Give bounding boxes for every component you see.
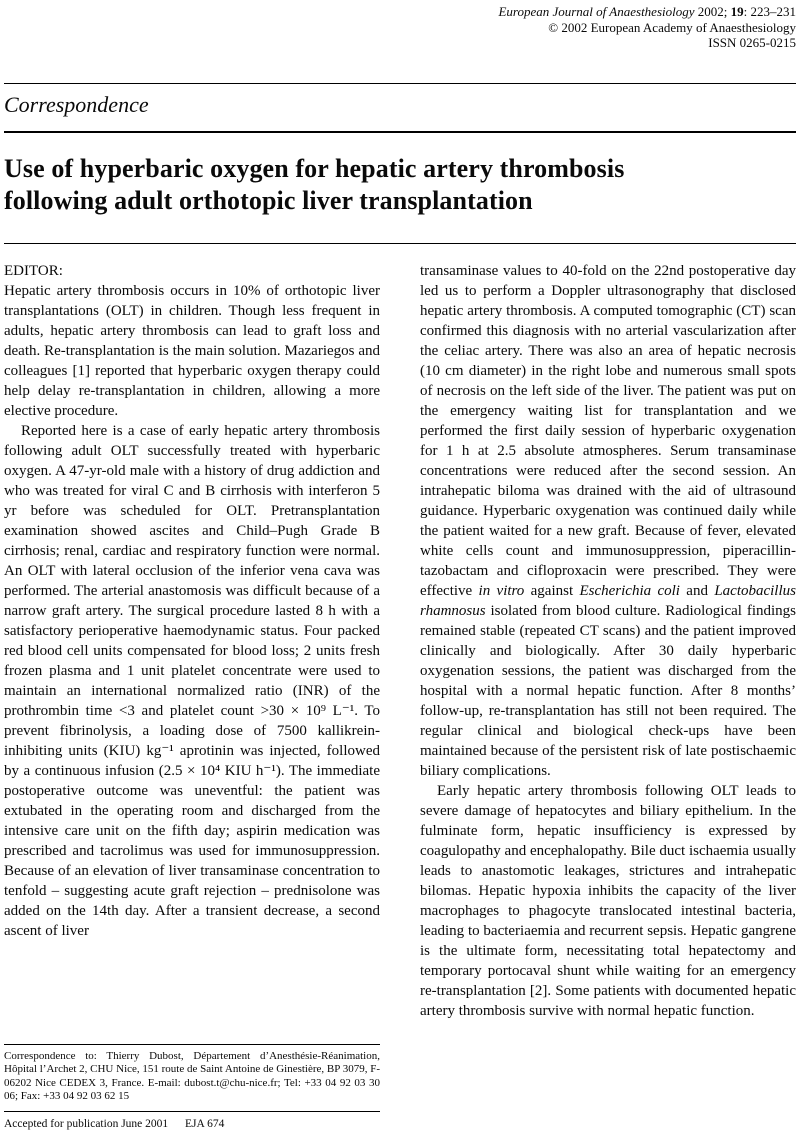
copyright-line: © 2002 European Academy of Anaesthesiology (548, 19, 796, 35)
issn-line: ISSN 0265-0215 (708, 35, 796, 50)
footnote-divider (4, 1044, 380, 1045)
right-column-text (420, 261, 796, 1135)
journal-year: 2002; (694, 4, 731, 19)
species-name: Lactobacillus rhamnosus (420, 582, 796, 619)
text-run: Early hepatic artery thrombosis following OLT leads to severe damage of hepatocytes and biliary epithelium. In the fulminate form, hepatic insufficiency is expressed by coagulopathy and encephalopathy. Bile duct ischaemia usually leads to anastomotic leakages, strictures and intrahepatic bilomas. Hepatic hypoxia inhibits the capacity of the liver macrophages to phagocyte translocated intestinal bacteria, leading to bacteriaemia and recurrent sepsis. Hepatic gangrene is the ultimate form, necessitating total hepatectomy and temporary portocaval shunt while waiting for an emergency re-transplantation [2]. Some patients with documented hepatic artery thrombosis survive with normal hepatic function. (420, 782, 796, 1019)
right-column (420, 261, 796, 1135)
section-heading: Correspondence (4, 91, 149, 117)
article-body (4, 261, 796, 1135)
accepted-divider (4, 1111, 380, 1112)
section-divider (4, 131, 796, 133)
text-run: and (679, 582, 715, 599)
journal-volume: 19 (730, 4, 744, 19)
paragraph-2-continued (420, 261, 796, 781)
top-divider (4, 83, 796, 84)
title-divider (4, 243, 796, 244)
text-run: isolated from blood culture. Radiological findings remained stable (repeated CT scans) and the patient improved clinically and biologically. After 30 daily hyperbaric oxygenation sessions, the patient was discharged from the hospital with a normal hepatic function. After 8 months’ follow-up, re-transplantation has still not been required. The regular clinical and biological check-ups have been maintained because of the persistent risk of late postischaemic biliary complications. (420, 602, 796, 779)
text-run: transaminase values to 40-fold on the 22nd postoperative day led us to perform a Doppler ultrasonography that disclosed hepatic artery thrombosis. A computed tomographic (CT) scan confirmed this diagnosis with no arterial vascularization after the celiac artery. There was also an area of hepatic necrosis (10 cm diameter) in the right lobe and numerous small spots of necrosis on the left side of the liver. The patient was put on the emergency waiting list for transplantation and we performed the first daily session of hyperbaric oxygenation for 1 h at 2.5 absolute atmospheres. Serum transaminase concentrations were reduced after the second session. An intrahepatic biloma was drained with the aid of ultrasound guidance. Hyperbaric oxygenation was continued daily while the patient waited for a new graft. Because of fever, elevated white cells count and immunosuppression, piperacillin-tazobactam and cifloproxacin were prescribed. They were effective (420, 262, 796, 599)
paragraph-1 (4, 281, 380, 421)
latin-term: in vitro (478, 582, 525, 599)
journal-name: European Journal of Anaesthesiology (498, 4, 695, 19)
accepted-line (4, 1117, 380, 1135)
text-run: Reported here is a case of early hepatic artery thrombosis following adult OLT successfully treated with hyperbaric oxygen. A 47-yr-old male with a history of drug addiction and who was treated for viral C and B cirrhosis with interferon 5 yr before was scheduled for OLT. Pretransplantation examination showed ascites and Child–Pugh Grade B cirrhosis; renal, cardiac and respiratory function were normal. An OLT with lateral occlusion of the inferior vena cava was performed. The arterial anastomosis was difficult because of a narrow graft artery. The surgical procedure lasted 8 h with a satisfactory perioperative haemodynamic status. Four packed red blood cell units compensated for blood loss; 2 units fresh frozen plasma and 1 unit platelet concentrate were used to maintain an international normalized ratio (INR) of the prothrombin time <3 and platelet count >30 × 10⁹ L⁻¹. To prevent fibrinolysis, a loading dose of 7500 kallikrein-inhibiting units (KIU) kg⁻¹ aprotinin was injected, followed by a continuous infusion (2.5 × 10⁴ KIU h⁻¹). The immediate postoperative outcome was uneventful: the patient was extubated in the operating room and discharged from the intensive care unit on the fifth day; aspirin medication was prescribed and tacrolimus was used for immunosuppression. Because of an elevation of liver transaminase concentration to tenfold – suggesting acute graft rejection – prednisolone was added on the 14th day. After a transient decrease, a second ascent of liver (4, 422, 380, 939)
footnote-block (4, 1044, 380, 1135)
masthead (4, 0, 796, 51)
manuscript-id: EJA 674 (185, 1117, 225, 1130)
article-title: Use of hyperbaric oxygen for hepatic artery thrombosis following adult orthotopic liver transplantation (4, 153, 625, 215)
species-name: Escherichia coli (579, 582, 680, 599)
left-column-text (4, 261, 380, 1044)
accepted-text: Accepted for publication June 2001 (4, 1117, 169, 1130)
salutation (4, 261, 380, 281)
paragraph-3 (420, 781, 796, 1021)
text-run: EDITOR: (4, 262, 63, 279)
paragraph-2 (4, 421, 380, 941)
left-column (4, 261, 380, 1135)
text-run: Hepatic artery thrombosis occurs in 10% of orthotopic liver transplantations (OLT) in children. Though less frequent in adults, hepatic artery thrombosis can lead to graft loss and death. Re-transplantation is the main solution. Mazariegos and colleagues [1] reported that hyperbaric oxygen therapy could help delay re-transplantation in children, allowing a more elective procedure. (4, 282, 380, 419)
journal-citation-line (4, 4, 796, 20)
text-run: against (524, 582, 580, 599)
correspondence-note: Correspondence to: Thierry Dubost, Département d’Anesthésie-Réanimation, Hôpital l’Archet 2, CHU Nice, 151 route de Saint Antoine de Ginestière, BP 3079, F-06202 Nice CEDEX 3, France. E-mail: dubost.t@chu-nice.fr; Tel: +33 04 92 03 30 06; Fax: +33 04 92 03 62 15 (4, 1049, 380, 1102)
journal-pages: : 223–231 (743, 4, 796, 19)
